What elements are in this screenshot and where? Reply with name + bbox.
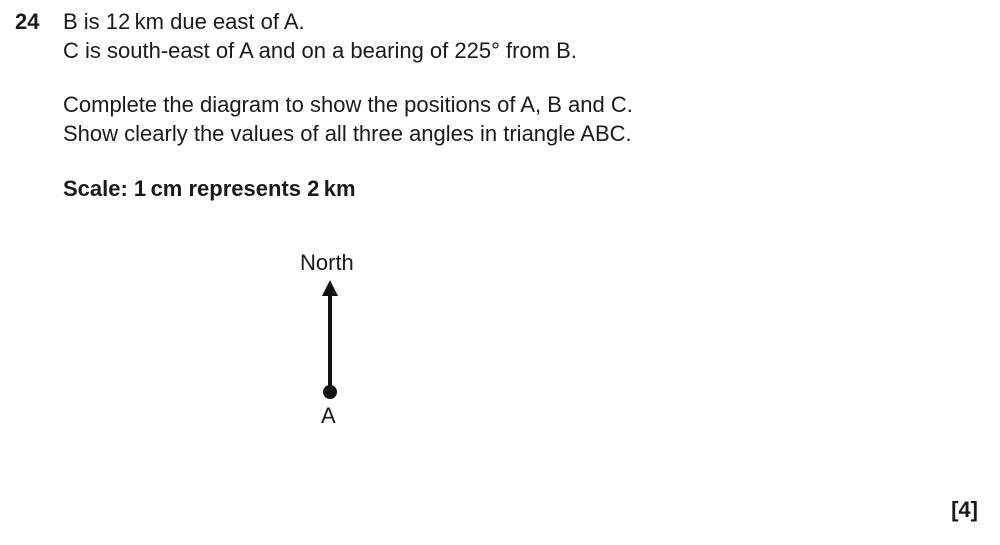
north-arrow-head-icon	[322, 280, 338, 296]
question-line-4: Show clearly the values of all three angles in triangle ABC.	[63, 121, 632, 146]
north-arrow-diagram	[310, 276, 350, 406]
question-line-3: Complete the diagram to show the positions of A, B and C.	[63, 92, 633, 117]
point-a-label: A	[321, 403, 336, 428]
north-label: North	[300, 250, 354, 275]
question-line-2: C is south-east of A and on a bearing of 225° from B.	[63, 38, 577, 63]
marks-allocation: [4]	[951, 497, 978, 522]
point-a-dot	[323, 385, 337, 399]
question-number: 24	[15, 9, 40, 34]
scale-statement: Scale: 1 cm represents 2 km	[63, 176, 356, 201]
question-line-1: B is 12 km due east of A.	[63, 9, 305, 34]
